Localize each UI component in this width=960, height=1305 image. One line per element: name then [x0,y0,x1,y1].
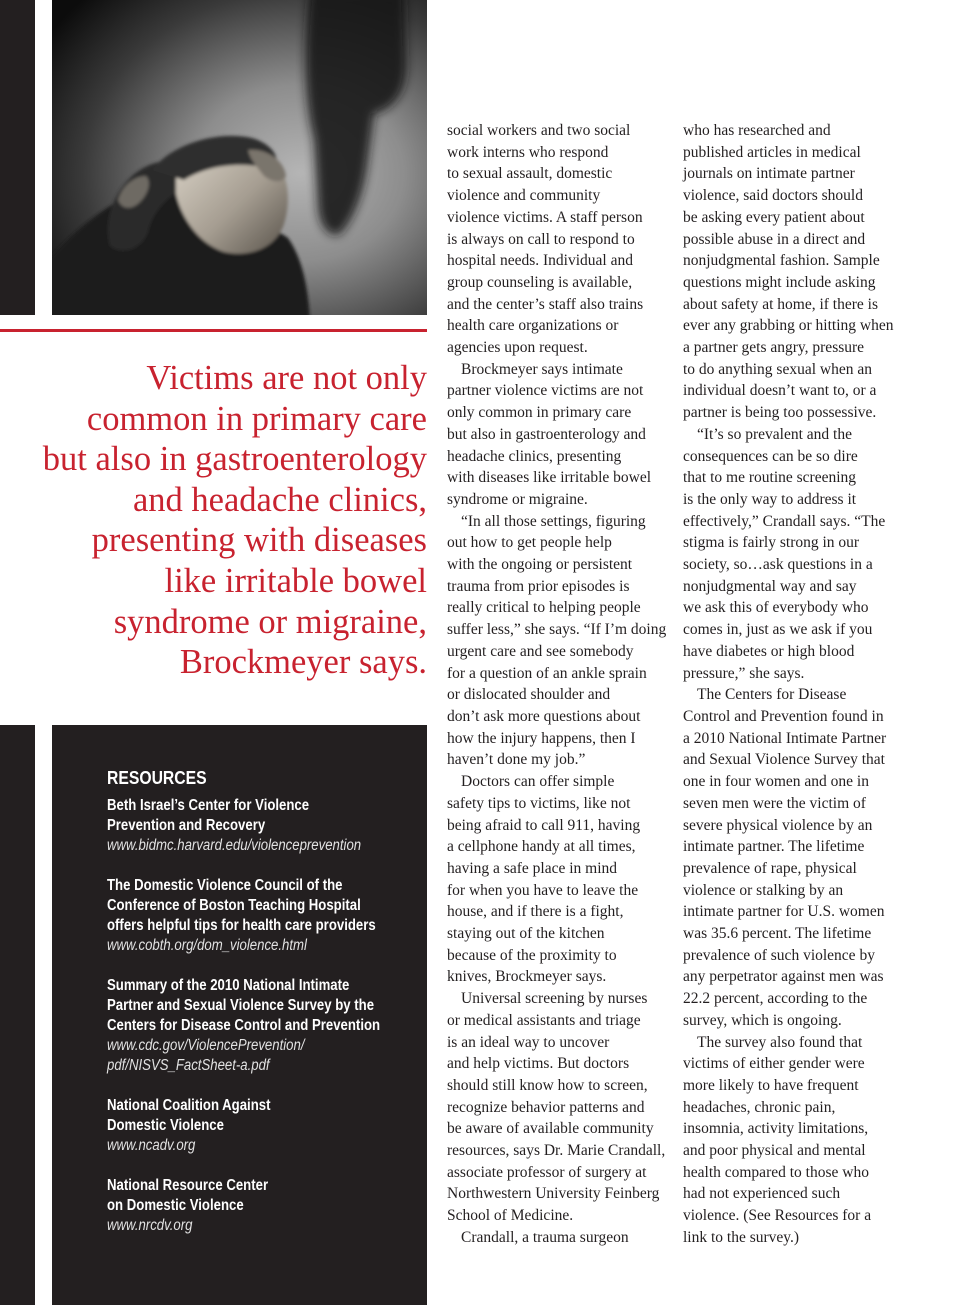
body-line: safety tips to victims, like not [447,794,631,812]
resource-title-line: National Coalition Against [107,1097,271,1114]
paragraph [683,1032,943,1249]
body-line: health compared to those who [683,1163,869,1181]
body-line: urgent care and see somebody [447,642,634,660]
body-line: was 35.6 percent. The lifetime [683,925,872,943]
paragraph [447,359,673,511]
body-line: link to the survey.) [683,1228,800,1246]
resource-title-line: National Resource Center [107,1177,269,1194]
resource-item [107,796,377,856]
body-line: Northwestern University Feinberg [447,1185,660,1203]
body-line: group counseling is available, [447,273,633,291]
body-line: prevalence of such violence by [683,946,875,964]
resource-item [107,976,381,1076]
body-line: partner violence victims are not [447,382,644,400]
body-line: staying out of the kitchen [447,925,605,943]
body-line: Universal screening by nurses [461,990,648,1008]
article-photo [52,0,427,315]
body-line: one in four women and one in [683,773,869,791]
resources-heading: RESOURCES [107,767,207,788]
pull-quote-line: presenting with diseases [91,521,427,560]
body-line: headache clinics, presenting [447,447,622,465]
pull-quote-line: like irritable bowel [164,561,427,600]
body-line: a cellphone handy at all times, [447,838,636,856]
body-line: partner is being too possessive. [683,404,877,422]
paragraph [447,120,673,359]
resources-panel [52,725,427,1305]
paragraph [447,511,673,771]
resource-title-line: Centers for Disease Control and Prevention [107,1017,381,1034]
body-line: “In all those settings, figuring [461,512,646,530]
body-line: pressure,” she says. [683,664,805,682]
resource-url-line: www.cdc.gov/ViolencePrevention/ [107,1037,305,1054]
resource-url-line: www.cobth.org/dom_violence.html [107,937,307,954]
resource-title-line: Partner and Sexual Violence Survey by the [107,997,375,1014]
pull-quote-line: but also in gastroenterology [42,440,427,479]
paragraph [683,120,943,424]
body-line: any perpetrator against men was [683,968,884,986]
body-line: but also in gastroenterology and [447,425,646,443]
body-line: is an ideal way to uncover [447,1033,610,1051]
body-line: who has researched and [683,122,831,139]
body-line: nonjudgmental fashion. Sample [683,252,880,270]
body-line: because of the proximity to [447,946,617,964]
body-line: questions might include asking [683,273,876,291]
body-line: agencies upon request. [447,339,588,357]
body-line: journals on intimate partner [683,165,855,183]
paragraph [683,424,943,684]
article-photo-art [52,0,427,315]
body-line: associate professor of surgery at [447,1163,647,1181]
body-line: effectively,” Crandall says. “The [683,512,886,530]
body-line: individual doesn’t want to, or a [683,382,877,400]
body-line: violence or stalking by an [683,881,844,899]
resources-content [107,767,381,1256]
body-line: nonjudgmental way and say [683,577,857,595]
body-line: seven men were the victim of [683,794,866,812]
body-line: consequences can be so dire [683,447,858,465]
body-line: really critical to helping people [447,599,641,617]
paragraph [447,1227,673,1249]
body-line: or medical assistants and triage [447,1011,641,1029]
body-line: should still know how to screen, [447,1076,648,1094]
resource-url-line: www.nrcdv.org [107,1217,193,1234]
pull-quote-line: Brockmeyer says. [179,643,427,682]
body-line: violence, said doctors should [683,187,863,205]
resource-item [107,876,377,956]
body-line: comes in, just as we ask if you [683,621,873,639]
body-line: intimate partner for U.S. women [683,903,885,921]
body-line: having a safe place in mind [447,859,618,877]
body-line: have diabetes or high blood [683,642,855,660]
resource-title-line: The Domestic Violence Council of the [107,877,343,894]
resource-item [107,1176,377,1236]
body-line: ever any grabbing or hitting when [683,317,894,335]
pull-quote-line: and headache clinics, [132,480,427,519]
resource-url-line: pdf/NISVS_FactSheet-a.pdf [107,1057,270,1074]
pull-quote [20,358,427,683]
body-line: had not experienced such [683,1185,841,1203]
body-line: violence and community [447,187,601,205]
body-line: how the injury happens, then I [447,729,636,747]
body-line: “It’s so prevalent and the [697,425,852,443]
body-line: hospital needs. Individual and [447,252,633,270]
body-line: insomnia, activity limitations, [683,1120,869,1138]
body-line: health care organizations or [447,317,619,335]
body-line: don’t ask more questions about [447,707,641,725]
body-line: trauma from prior episodes is [447,577,630,595]
left-margin-bar-top [0,0,35,315]
body-line: possible abuse in a direct and [683,230,866,248]
body-line: and the center’s staff also trains [447,295,644,313]
body-line: be asking every patient about [683,208,865,226]
body-line: resources, says Dr. Marie Crandall, [447,1142,666,1160]
body-line: victims of either gender were [683,1055,865,1073]
body-line: Control and Prevention found in [683,707,884,725]
resource-title-line: Prevention and Recovery [107,817,266,834]
body-line: with the ongoing or persistent [447,556,633,574]
pull-quote-line: common in primary care [86,399,427,438]
body-line: a partner gets angry, pressure [683,339,865,357]
body-line: survey, which is ongoing. [683,1011,842,1029]
body-line: suffer less,” she says. “If I’m doing [447,621,667,639]
paragraph [447,771,673,988]
body-line: society, so…ask questions in a [683,556,873,574]
body-line: only common in primary care [447,404,632,422]
body-line: intimate partner. The lifetime [683,838,865,856]
article-column-2 [683,120,943,1249]
body-line: Brockmeyer says intimate [461,360,623,378]
body-line: social workers and two social [447,122,631,139]
body-line: haven’t done my job.” [447,751,586,769]
body-line: Crandall, a trauma surgeon [461,1228,629,1246]
body-line: to sexual assault, domestic [447,165,613,183]
body-line: a 2010 National Intimate Partner [683,729,887,747]
body-line: more likely to have frequent [683,1076,859,1094]
resource-title-line: on Domestic Violence [107,1197,244,1214]
resource-title-line: Summary of the 2010 National Intimate [107,977,350,994]
body-line: for when you have to leave the [447,881,639,899]
body-line: being afraid to call 911, having [447,816,641,834]
body-line: violence. (See Resources for a [683,1207,872,1225]
body-line: Doctors can offer simple [461,773,615,791]
paragraph [447,988,673,1227]
body-line: that to me routine screening [683,469,857,487]
body-line: The survey also found that [697,1033,863,1051]
body-line: we ask this of everybody who [683,599,869,617]
resource-item [107,1096,377,1156]
body-line: and Sexual Violence Survey that [683,751,885,769]
body-line: violence victims. A staff person [447,208,643,226]
resource-title-line: Domestic Violence [107,1117,224,1134]
body-line: to do anything sexual when an [683,360,872,378]
body-line: with diseases like irritable bowel [447,469,652,487]
body-line: The Centers for Disease [697,686,847,704]
resource-url-line: www.bidmc.harvard.edu/violenceprevention [107,837,362,854]
resource-url-line: www.ncadv.org [107,1137,196,1154]
body-line: or dislocated shoulder and [447,686,611,704]
body-line: headaches, chronic pain, [683,1098,836,1116]
body-line: be aware of available community [447,1120,654,1138]
body-line: for a question of an ankle sprain [447,664,647,682]
body-line: and poor physical and mental [683,1142,866,1160]
resource-title-line: offers helpful tips for health care providers [107,917,376,934]
body-line: severe physical violence by an [683,816,873,834]
pull-quote-line: syndrome or migraine, [113,602,427,641]
resource-title-line: Conference of Boston Teaching Hospital [107,897,361,914]
body-line: work interns who respond [447,143,609,161]
resource-title-line: Beth Israel’s Center for Violence [107,797,310,814]
body-line: is the only way to address it [683,490,857,508]
body-line: prevalence of rape, physical [683,859,857,877]
left-margin-bar-bottom [0,725,35,1305]
body-line: knives, Brockmeyer says. [447,968,607,986]
body-line: syndrome or migraine. [447,490,588,508]
article-column-1 [447,120,673,1249]
section-divider-rule [0,329,427,332]
paragraph [683,684,943,1031]
body-line: 22.2 percent, according to the [683,990,868,1008]
body-line: about safety at home, if there is [683,295,878,313]
body-line: recognize behavior patterns and [447,1098,645,1116]
body-line: School of Medicine. [447,1207,574,1225]
body-line: stigma is fairly strong in our [683,534,860,552]
body-line: published articles in medical [683,143,861,161]
body-line: out how to get people help [447,534,612,552]
body-line: and help victims. But doctors [447,1055,630,1073]
body-line: house, and if there is a fight, [447,903,624,921]
pull-quote-line: Victims are not only [146,359,427,397]
body-line: is always on call to respond to [447,230,635,248]
